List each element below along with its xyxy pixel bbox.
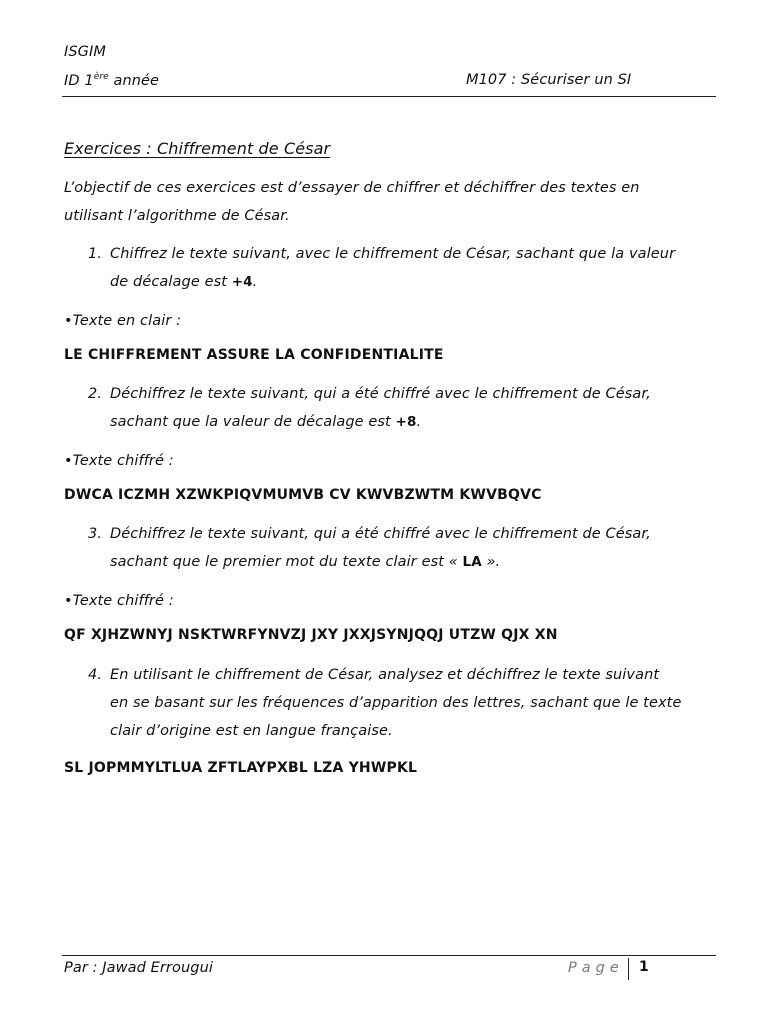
exercise-2-line-1: Déchiffrez le texte suivant, qui a été chiffré avec le chiffrement de César, [110,386,651,402]
exercise-1-line-2-end: . [252,274,258,290]
exercise-number: 3. [88,526,103,542]
shift-value: +8 [395,414,417,430]
plaintext-label: •Texte en clair : [64,313,182,329]
header-class [64,72,159,89]
ciphertext-label-3: •Texte chiffré : [64,593,174,609]
footer-author: Par : Jawad Errougui [64,960,213,976]
exercise-number: 1. [88,246,103,262]
page-separator [628,958,629,980]
exercise-4-line-1: En utilisant le chiffrement de César, analysez et déchiffrez le texte suivant [110,667,660,683]
ciphertext-3: QF XJHZWNYJ NSKTWRFYNVZJ JXY JXXJSYNJQQJ UTZW QJX XN [64,627,558,643]
header-class-prefix: ID 1 [64,72,94,89]
exercise-3-line-2 [110,548,720,576]
header-module: M107 : Sécuriser un SI [466,72,632,88]
header-class-sup: ère [93,72,109,82]
exercise-1-line-1: Chiffrez le texte suivant, avec le chiffrement de César, sachant que la valeur [110,246,676,262]
first-word: LA [462,554,482,570]
exercise-number: 4. [88,667,103,683]
plaintext-1: LE CHIFFREMENT ASSURE LA CONFIDENTIALITE [64,347,444,363]
exercise-3-line-1: Déchiffrez le texte suivant, qui a été chiffré avec le chiffrement de César, [110,526,651,542]
intro-line-2: utilisant l’algorithme de César. [64,208,290,224]
footer-divider [62,955,716,956]
page-label: Page [568,960,624,976]
exercise-1-line-2 [110,268,720,296]
shift-value: +4 [231,274,253,290]
exercise-4-line-2: en se basant sur les fréquences d’apparition des lettres, sachant que le texte [110,695,682,711]
header-class-suffix: année [108,72,160,89]
exercise-2-line-2-end: . [416,414,422,430]
header-school: ISGIM [64,44,107,60]
header-divider [62,96,716,97]
ciphertext-2: DWCA ICZMH XZWKPIQVMUMVB CV KWVBZWTM KWVBQVC [64,487,542,503]
exercise-2-line-2-text: sachant que la valeur de décalage est [110,414,396,430]
exercise-3-line-2-text: sachant que le premier mot du texte clair est « [110,554,463,570]
page-number: 1 [639,959,649,975]
exercise-number: 2. [88,386,103,402]
exercise-1-line-2-text: de décalage est [110,274,232,290]
exercise-4-line-3: clair d’origine est en langue française. [110,723,393,739]
ciphertext-label-2: •Texte chiffré : [64,453,174,469]
ciphertext-4: SL JOPMMYLTLUA ZFTLAYPXBL LZA YHWPKL [64,760,418,776]
document-title: Exercices : Chiffrement de César [64,139,331,158]
exercise-3-line-2-end: ». [481,554,501,570]
exercise-2-line-2 [110,408,720,436]
intro-line-1: L’objectif de ces exercices est d’essayer de chiffrer et déchiffrer des textes en [64,180,640,196]
